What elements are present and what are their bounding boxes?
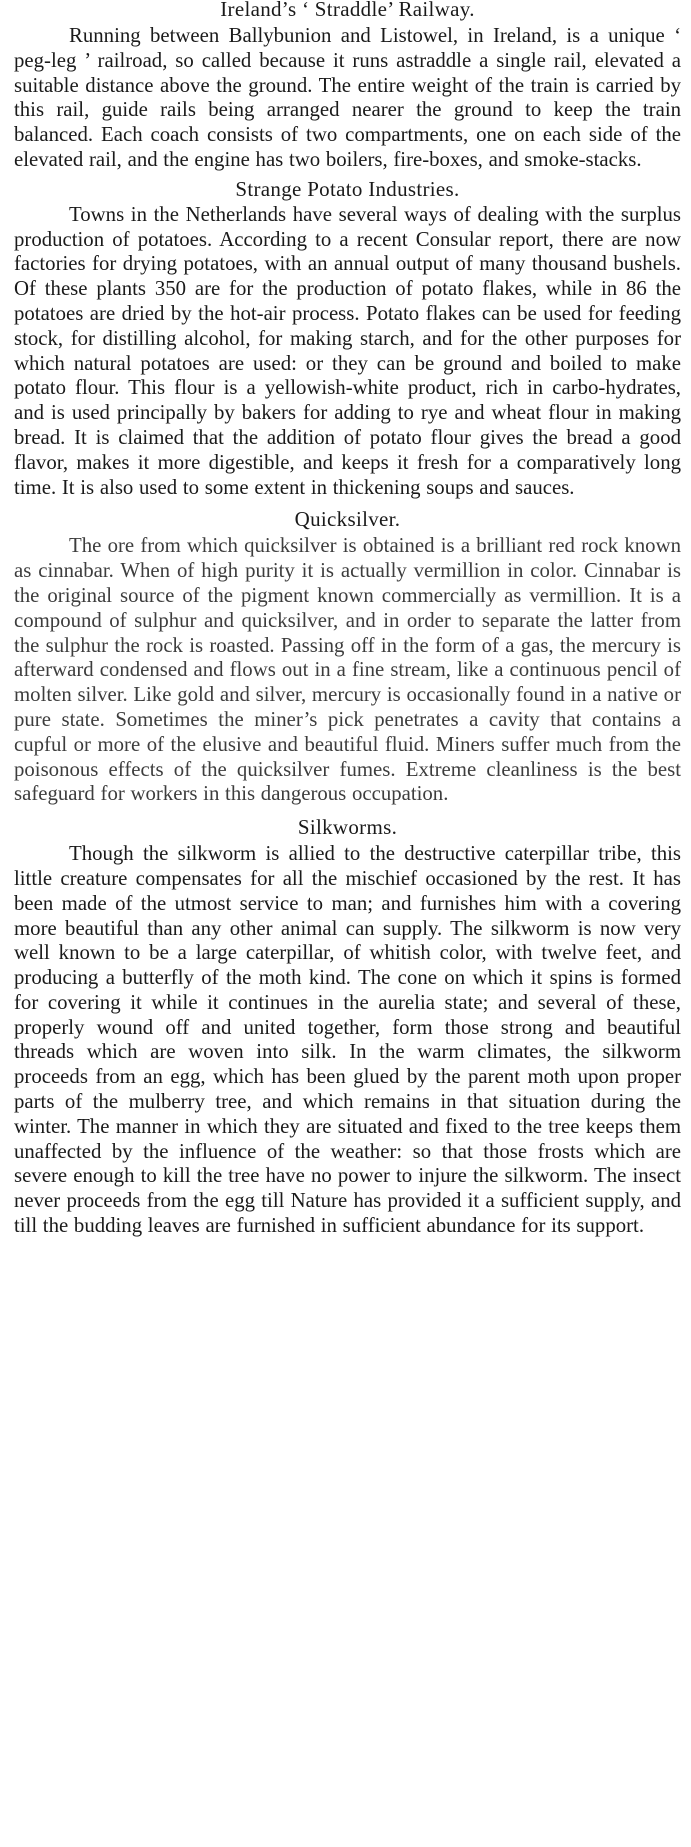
article-body: Running between Ballybunion and Listowel, in Ireland, is a unique ‘ peg-leg ’ railroad, so called because it runs astraddle a single rail, elevated a suitable distance above the ground. The entire weight of the train is carried by this rail, guide rails being arranged nearer the ground to keep the train balanced. Each coach consists of two compartments, one on each side of the elevated rail, and the engine has two boilers, fire-boxes, and smoke-stacks. bbox=[14, 24, 681, 171]
article-potato-industries bbox=[14, 176, 681, 501]
article-title: Silkworms. bbox=[297, 815, 398, 840]
article-body: Though the silkworm is allied to the destructive caterpillar tribe, this little creature compensates for all the mischief occasioned by the rest. It has been made of the utmost service to man; and furnishes him with a covering more beautiful than any other animal can supply. The silkworm is now very well known to be a large caterpillar, of whitish color, with twelve feet, and producing a butterfly of the moth kind. The cone on which it spins is formed for covering it while it continues in the aurelia state; and several of these, properly wound off and united together, form those strong and beautiful threads which are woven into silk. In the warm climates, the silkworm proceeds from an egg, which has been glued by the parent moth upon proper parts of the mulberry tree, and which remains in that situation during the winter. The manner in which they are situated and fixed to the tree keeps them unaffected by the influence of the weather: so that those frosts which are severe enough to kill the tree have no power to injure the silkworm. The insect never proceeds from the egg till Nature has provided it a sufficient supply, and till the budding leaves are furnished in sufficient abundance for its support. bbox=[14, 842, 681, 1238]
article-title: Ireland’s ‘ Straddle’ Railway. bbox=[220, 0, 475, 21]
article-title: Quicksilver. bbox=[294, 507, 401, 532]
article-quicksilver bbox=[14, 506, 681, 807]
article-body: Towns in the Netherlands have several ways of dealing with the surplus production of potatoes. According to a recent Consular report, there are now factories for drying potatoes, with an annual output of many thousand bushels. Of these plants 350 are for the production of potato flakes, while in 86 the potatoes are dried by the hot-air process. Potato flakes can be used for feeding stock, for distilling alcohol, for making starch, and for the other purposes for which natural potatoes are used: or they can be ground and boiled to make potato flour. This flour is a yellowish-white product, rich in carbo-hydrates, and is used principally by bakers for adding to rye and wheat flour in making bread. It is claimed that the addition of potato flour gives the bread a good flavor, makes it more digestible, and keeps it fresh for a comparatively long time. It is also used to some extent in thickening soups and sauces. bbox=[14, 202, 681, 499]
article-body: The ore from which quicksilver is obtained is a brilliant red rock known as cinnabar. When of high purity it is actually vermillion in color. Cinnabar is the original source of the pigment known commercially as vermillion. It is a compound of sulphur and quicksilver, and in order to separate the latter from the sulphur the rock is roasted. Passing off in the form of a gas, the mercury is afterward condensed and flows out in a fine stream, like a continuous pencil of molten silver. Like gold and silver, mercury is occasionally found in a native or pure state. Sometimes the miner’s pick penetrates a cavity that contains a cupful or more of the elusive and beautiful fluid. Miners suffer much from the poisonous effects of the quicksilver fumes. Extreme cleanliness is the best safeguard for workers in this dangerous occupation. bbox=[14, 534, 681, 806]
article-straddle-railway bbox=[14, 0, 681, 173]
article-silkworms bbox=[14, 814, 681, 1239]
article-title: Strange Potato Industries. bbox=[235, 176, 460, 201]
